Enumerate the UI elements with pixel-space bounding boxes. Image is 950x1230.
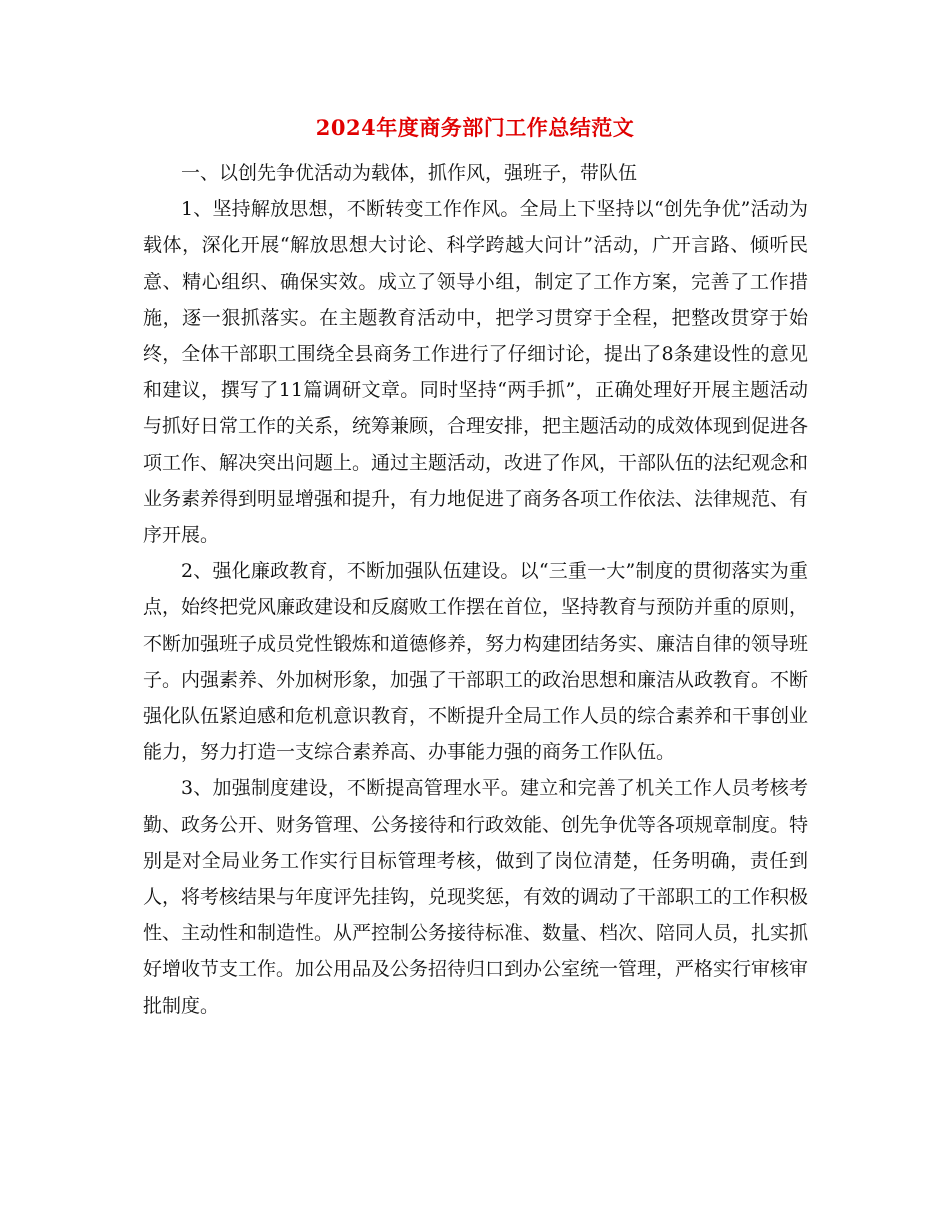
paragraph-1: 1、坚持解放思想，不断转变工作作风。全局上下坚持以“创先争优”活动为载体，深化开展“解放思想大讨论、科学跨越大问计”活动，广开言路、倾听民意、精心组织、确保实效。成立了领导小组，制定了工作方案，完善了工作措施，逐一狠抓落实。在主题教育活动中，把学习贯穿于全程，把整改贯穿于始终，全体干部职工围绕全县商务工作进行了仔细讨论，提出了8条建设性的意见和建议，撰写了11篇调研文章。同时坚持“两手抓”，正确处理好开展主题活动与抓好日常工作的关系，统筹兼顾，合理安排，把主题活动的成效体现到促进各项工作、解决突出问题上。通过主题活动，改进了作风，干部队伍的法纪观念和业务素养得到明显增强和提升，有力地促进了商务各项工作依法、法律规范、有序开展。 [143,198,809,547]
paragraph-2: 2、强化廉政教育，不断加强队伍建设。以“三重一大”制度的贯彻落实为重点，始终把党风廉政建设和反腐败工作摆在首位，坚持教育与预防并重的原则，不断加强班子成员党性锻炼和道德修养，努力构建团结务实、廉洁自律的领导班子。内强素养、外加树形象，加强了干部职工的政治思想和廉洁从政教育。不断强化队伍紧迫感和危机意识教育，不断提升全局工作人员的综合素养和干事创业能力，努力打造一支综合素养高、办事能力强的商务工作队伍。 [143,560,809,764]
paragraph-3: 3、加强制度建设，不断提高管理水平。建立和完善了机关工作人员考核考勤、政务公开、财务管理、公务接待和行政效能、创先争优等各项规章制度。特别是对全局业务工作实行目标管理考核，做到了岗位清楚，任务明确，责任到人，将考核结果与年度评先挂钩，兑现奖惩，有效的调动了干部职工的工作积极性、主动性和制造性。从严控制公务接待标准、数量、档次、陪同人员，扎实抓好增收节支工作。加公用品及公务招待归口到办公室统一管理，严格实行审核审批制度。 [143,777,809,1017]
section-heading: 一、以创先争优活动为载体，抓作风，强班子，带队伍 [181,162,638,184]
document-title: 2024年度商务部门工作总结范文 [315,115,635,140]
document-body [143,155,808,1024]
